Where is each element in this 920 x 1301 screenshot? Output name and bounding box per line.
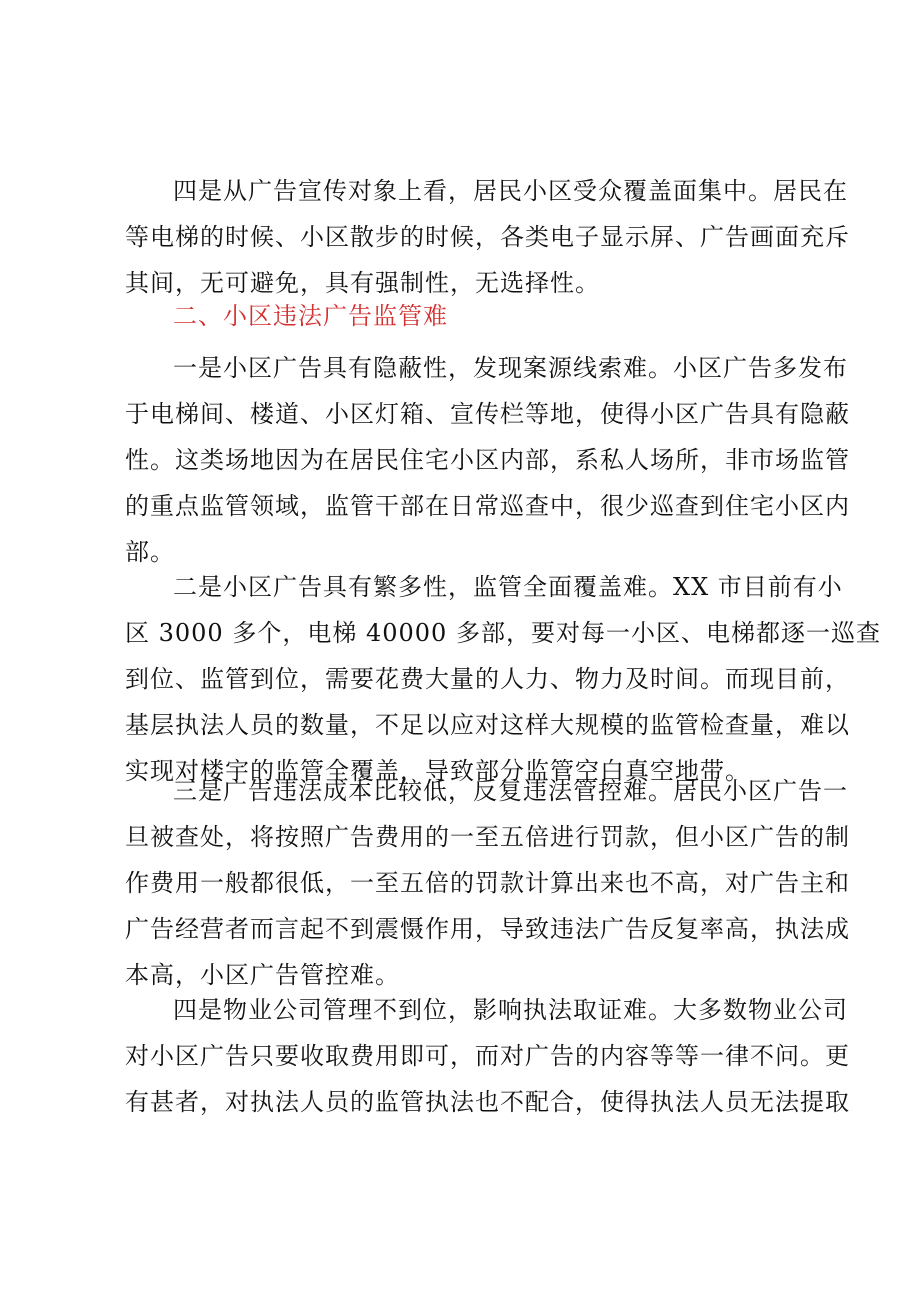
- text-line: 一是小区广告具有隐蔽性，发现案源线索难。小区广告多发布: [173, 354, 848, 382]
- text-line: 四是物业公司管理不到位，影响执法取证难。大多数物业公司: [173, 996, 848, 1024]
- paragraph-audience: [125, 168, 850, 306]
- text-line: 基层执法人员的数量，不足以应对这样大规模的监管检查量，难以: [125, 711, 850, 739]
- text-line: 区 3000 多个，电梯 40000 多部，要对每一小区、电梯都逐一巡查: [125, 619, 881, 647]
- text-line: 到位、监管到位，需要花费大量的人力、物力及时间。而现目前，: [125, 665, 850, 693]
- paragraph-concealment: [125, 345, 850, 575]
- text-line: 二是小区广告具有繁多性，监管全面覆盖难。XX 市目前有小: [173, 573, 843, 601]
- text-line: 于电梯间、楼道、小区灯箱、宣传栏等地，使得小区广告具有隐蔽: [125, 400, 850, 428]
- text-line: 旦被查处，将按照广告费用的一至五倍进行罚款，但小区广告的制: [125, 823, 850, 851]
- text-line: 作费用一般都很低，一至五倍的罚款计算出来也不高，对广告主和: [125, 869, 850, 897]
- paragraph-property-management: [125, 987, 850, 1125]
- section-heading: [125, 293, 795, 339]
- text-line: 其间，无可避免，具有强制性，无选择性。: [125, 269, 600, 297]
- text-line: 广告经营者而言起不到震慑作用，导致违法广告反复率高，执法成: [125, 915, 850, 943]
- text-line: 的重点监管领域，监管干部在日常巡查中，很少巡查到住宅小区内: [125, 492, 850, 520]
- text-line: 有甚者，对执法人员的监管执法也不配合，使得执法人员无法提取: [125, 1088, 850, 1116]
- text-line: 实现对楼宇的监管全覆盖，导致部分监管空白真空地带。: [125, 757, 750, 785]
- paragraph-coverage: [125, 564, 881, 794]
- heading-text: 二、小区违法广告监管难: [173, 302, 448, 330]
- text-line: 等电梯的时候、小区散步的时候，各类电子显示屏、广告画面充斥: [125, 223, 850, 251]
- text-line: 对小区广告只要收取费用即可，而对广告的内容等等一律不问。更: [125, 1042, 850, 1070]
- text-line: 性。这类场地因为在居民住宅小区内部，系私人场所，非市场监管: [125, 446, 850, 474]
- text-line: 部。: [125, 538, 175, 566]
- text-line: 三是广告违法成本比较低，反复违法管控难。居民小区广告一: [173, 777, 848, 805]
- text-line: 四是从广告宣传对象上看，居民小区受众覆盖面集中。居民在: [173, 177, 848, 205]
- text-line: 本高，小区广告管控难。: [125, 961, 400, 989]
- paragraph-low-cost: [125, 768, 850, 998]
